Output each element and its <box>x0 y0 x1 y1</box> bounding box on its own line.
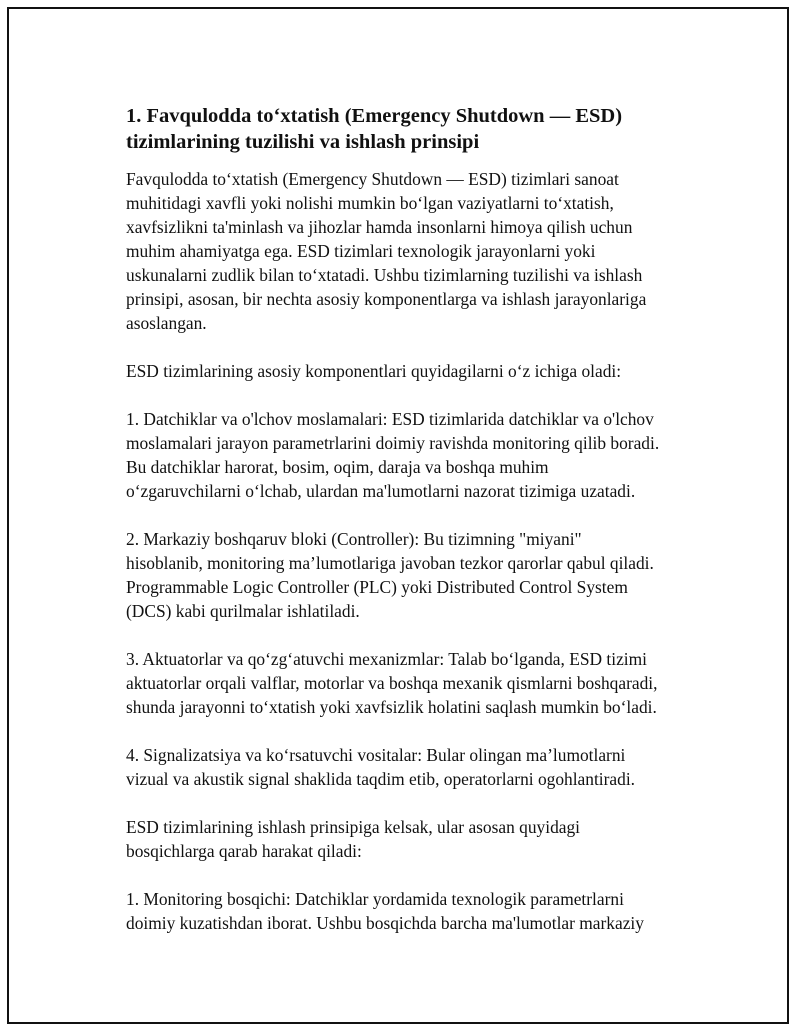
principle-intro-paragraph: ESD tizimlarining ishlash prinsipiga kelsak, ular asosan quyidagi bosqichlarga qarab harakat qiladi: <box>126 817 581 861</box>
controller-paragraph: 2. Markaziy boshqaruv bloki (Controller): Bu tizimning "miyani" hisoblanib, monitoring ma’lumotlariga javoban tezkor qarorlar qabul qiladi. Programmable Logic Controller (PLC) yoki Distributed Control System (DCS) kabi qurilmalar ishlatiladi. <box>126 529 654 621</box>
document-title: 1. Favqulodda to‘xtatish (Emergency Shutdown — ESD) tizimlarining tuzilishi va ishlash prinsipi <box>126 105 623 153</box>
actuators-paragraph: 3. Aktuatorlar va qo‘zg‘atuvchi mexanizmlar: Talab bo‘lganda, ESD tizimi aktuatorlar orqali valflar, motorlar va boshqa mexanik qismlarni boshqaradi, shunda jarayonni to‘xtatish yoki xavfsizlik holatini saqlash mumkin bo‘ladi. <box>126 649 658 717</box>
page-frame <box>7 7 789 1024</box>
components-intro-paragraph: ESD tizimlarining asosiy komponentlari quyidagilarni o‘z ichiga oladi: <box>126 361 622 381</box>
signaling-paragraph: 4. Signalizatsiya va ko‘rsatuvchi vositalar: Bular olingan ma’lumotlarni vizual va akustik signal shaklida taqdim etib, operatorlarni ogohlantiradi. <box>126 745 636 789</box>
document-content <box>126 103 706 959</box>
monitoring-stage-paragraph: 1. Monitoring bosqichi: Datchiklar yordamida texnologik parametrlarni doimiy kuzatishdan iborat. Ushbu bosqichda barcha ma'lumotlar markaziy <box>126 889 644 933</box>
sensors-paragraph: 1. Datchiklar va o'lchov moslamalari: ESD tizimlarida datchiklar va o'lchov moslamalari jarayon parametrlarini doimiy ravishda monitoring qilib boradi. Bu datchiklar harorat, bosim, oqim, daraja va boshqa muhim o‘zgaruvchilarni o‘lchab, ulardan ma'lumotlarni nazorat tizimiga uzatadi. <box>126 409 660 501</box>
intro-paragraph: Favqulodda to‘xtatish (Emergency Shutdown — ESD) tizimlari sanoat muhitidagi xavfli yoki nolishi mumkin bo‘lgan vaziyatlarni to‘xtatish, xavfsizlikni ta'minlash va jihozlar hamda insonlarni himoya qilish uchun muhim ahamiyatga ega. ESD tizimlari texnologik jarayonlarni yoki uskunalarni zudlik bilan to‘xtatadi. Ushbu tizimlarning tuzilishi va ishlash prinsipi, asosan, bir nechta asosiy komponentlarga va ishlash jarayonlariga asoslangan. <box>126 169 647 333</box>
